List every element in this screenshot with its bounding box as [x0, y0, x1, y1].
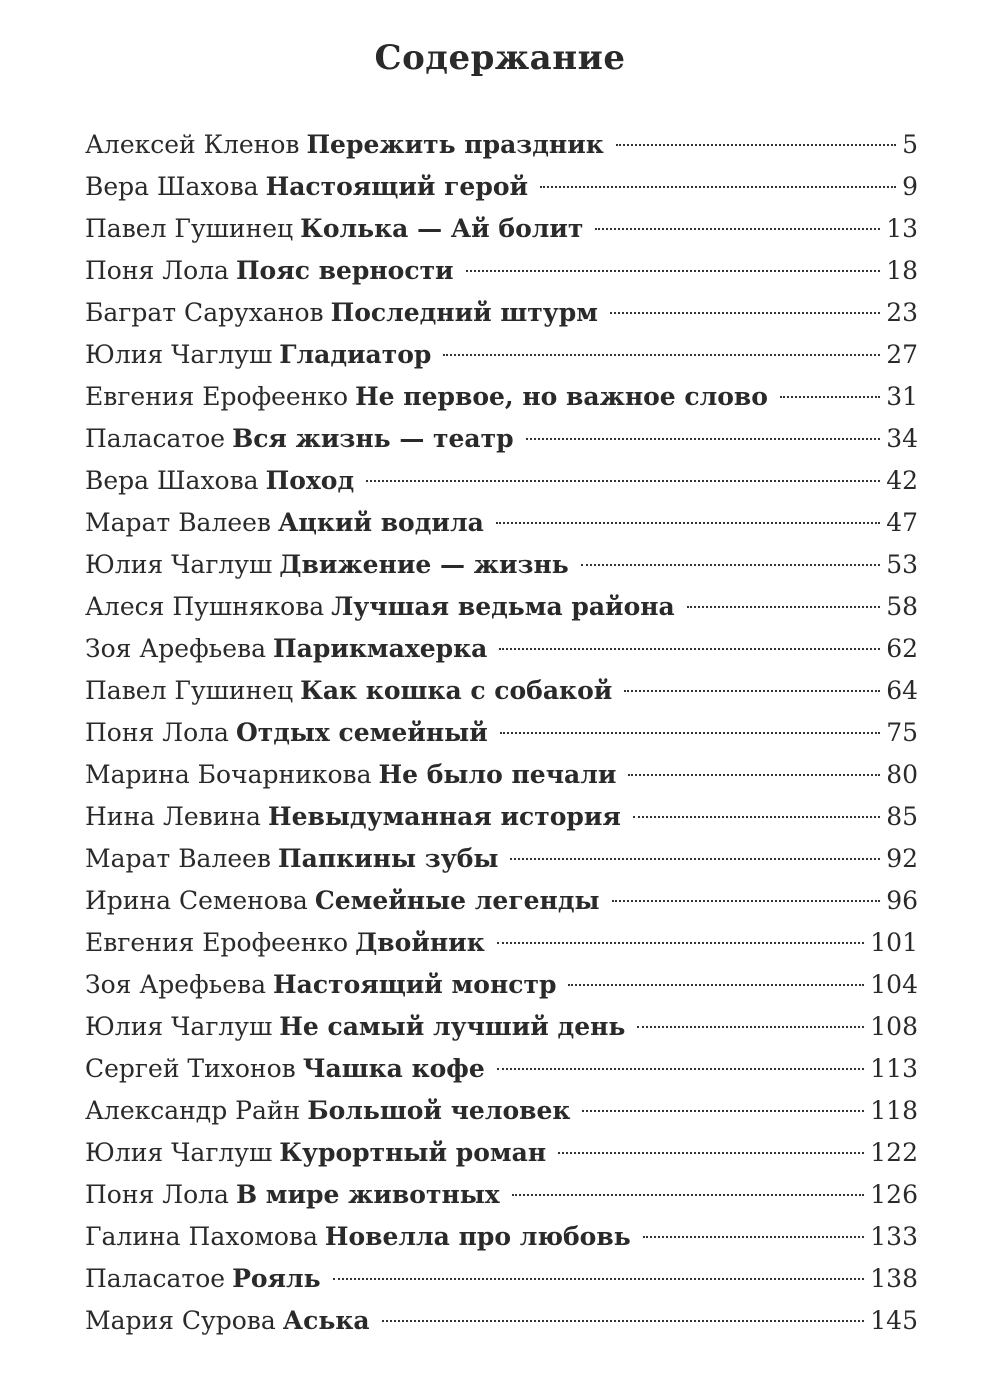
toc-entry-author: Юлия Чаглуш [85, 340, 273, 369]
toc-entry-author: Марат Валеев [85, 508, 272, 537]
dot-leader [443, 354, 880, 356]
toc-entry-title: Гладиатор [279, 340, 432, 369]
toc-entry-title: Пережить праздник [306, 130, 604, 159]
table-of-contents [85, 124, 918, 1342]
toc-entry-author: Сергей Тихонов [85, 1054, 296, 1083]
toc-entry[interactable] [85, 502, 918, 544]
toc-entry[interactable] [85, 292, 918, 334]
toc-entry-author: Алексей Кленов [85, 130, 300, 159]
toc-entry-author: Евгения Ерофеенко [85, 382, 349, 411]
toc-entry-title: Чашка кофе [302, 1054, 485, 1083]
toc-entry-author: Александр Райн [85, 1096, 301, 1125]
toc-entry[interactable] [85, 712, 918, 754]
toc-entry-title: Большой человек [307, 1096, 571, 1125]
toc-entry-title: Не было печали [378, 760, 617, 789]
dot-leader [595, 228, 880, 230]
toc-entry[interactable] [85, 1300, 918, 1342]
toc-entry-page-number: 34 [886, 424, 918, 453]
dot-leader [780, 396, 880, 398]
toc-entry-page-number: 96 [886, 886, 918, 915]
toc-entry-page-number: 31 [886, 382, 918, 411]
toc-entry-title: Ацкий водила [278, 508, 484, 537]
toc-entry-title: Не первое, но важное слово [355, 382, 768, 411]
toc-entry[interactable] [85, 166, 918, 208]
toc-entry[interactable] [85, 1132, 918, 1174]
toc-entry-title: Двойник [355, 928, 485, 957]
toc-entry-title: Колька — Ай болит [300, 214, 584, 243]
toc-entry-title: Семейные легенды [314, 886, 600, 915]
toc-entry-page-number: 75 [886, 718, 918, 747]
toc-entry[interactable] [85, 124, 918, 166]
toc-entry-page-number: 104 [870, 970, 918, 999]
toc-entry-title: Аська [282, 1306, 370, 1335]
toc-entry-author: Нина Левина [85, 802, 261, 831]
toc-entry[interactable] [85, 1216, 918, 1258]
toc-entry-author: Вера Шахова [85, 172, 259, 201]
toc-entry-author: Поня Лола [85, 718, 229, 747]
dot-leader [633, 816, 880, 818]
toc-entry-author: Галина Пахомова [85, 1222, 318, 1251]
dot-leader [366, 480, 880, 482]
toc-entry-title: Курортный роман [279, 1138, 547, 1167]
toc-entry[interactable] [85, 922, 918, 964]
toc-entry-page-number: 108 [870, 1012, 918, 1041]
toc-entry[interactable] [85, 1090, 918, 1132]
toc-entry-page-number: 138 [870, 1264, 918, 1293]
toc-entry-page-number: 23 [886, 298, 918, 327]
toc-entry[interactable] [85, 376, 918, 418]
toc-entry-author: Юлия Чаглуш [85, 1138, 273, 1167]
toc-entry-page-number: 42 [886, 466, 918, 495]
toc-entry-title: Невыдуманная история [267, 802, 621, 831]
toc-entry[interactable] [85, 628, 918, 670]
toc-entry-title: В мире животных [235, 1180, 500, 1209]
toc-entry-title: Новелла про любовь [324, 1222, 631, 1251]
dot-leader [612, 900, 881, 902]
dot-leader [333, 1278, 865, 1280]
toc-entry-author: Юлия Чаглуш [85, 1012, 273, 1041]
toc-entry-title: Парикмахерка [273, 634, 488, 663]
toc-entry-author: Марина Бочарникова [85, 760, 372, 789]
toc-entry-title: Пояс верности [235, 256, 454, 285]
toc-entry-page-number: 80 [886, 760, 918, 789]
toc-entry-author: Алеся Пушнякова [85, 592, 325, 621]
toc-entry-author: Поня Лола [85, 256, 229, 285]
toc-entry[interactable] [85, 964, 918, 1006]
dot-leader [687, 606, 880, 608]
dot-leader [628, 774, 880, 776]
page-title: Содержание [374, 38, 626, 78]
toc-entry-title: Рояль [232, 1264, 321, 1293]
toc-entry-page-number: 122 [870, 1138, 918, 1167]
toc-entry-title: Последний штурм [330, 298, 598, 327]
toc-entry-title: Движение — жизнь [279, 550, 569, 579]
toc-entry-page-number: 13 [886, 214, 918, 243]
toc-entry[interactable] [85, 754, 918, 796]
toc-entry-author: Поня Лола [85, 1180, 229, 1209]
toc-entry-page-number: 5 [902, 130, 918, 159]
dot-leader [616, 144, 896, 146]
dot-leader [558, 1152, 864, 1154]
toc-entry-author: Павел Гушинец [85, 676, 294, 705]
toc-entry-page-number: 64 [886, 676, 918, 705]
toc-entry[interactable] [85, 544, 918, 586]
toc-entry-page-number: 62 [886, 634, 918, 663]
dot-leader [466, 270, 881, 272]
toc-entry-author: Мария Сурова [85, 1306, 276, 1335]
toc-entry-page-number: 27 [886, 340, 918, 369]
toc-entry-page-number: 133 [870, 1222, 918, 1251]
dot-leader [382, 1320, 865, 1322]
toc-entry-title: Поход [265, 466, 355, 495]
toc-entry-page-number: 47 [886, 508, 918, 537]
toc-entry[interactable] [85, 796, 918, 838]
toc-entry-title: Папкины зубы [278, 844, 499, 873]
dot-leader [510, 858, 880, 860]
toc-entry-author: Ирина Семенова [85, 886, 308, 915]
toc-entry-title: Вся жизнь — театр [232, 424, 514, 453]
dot-leader [497, 1068, 865, 1070]
dot-leader [496, 522, 880, 524]
dot-leader [499, 648, 880, 650]
toc-entry[interactable] [85, 838, 918, 880]
toc-entry-page-number: 53 [886, 550, 918, 579]
toc-entry-title: Как кошка с собакой [300, 676, 613, 705]
toc-entry-author: Баграт Саруханов [85, 298, 324, 327]
toc-entry-page-number: 126 [870, 1180, 918, 1209]
toc-entry-author: Юлия Чаглуш [85, 550, 273, 579]
dot-leader [497, 942, 865, 944]
toc-entry[interactable] [85, 1258, 918, 1300]
toc-entry[interactable] [85, 418, 918, 460]
toc-entry-author: Зоя Арефьева [85, 634, 267, 663]
toc-entry-author: Зоя Арефьева [85, 970, 267, 999]
dot-leader [540, 186, 896, 188]
dot-leader [526, 438, 881, 440]
dot-leader [568, 984, 864, 986]
toc-entry-author: Марат Валеев [85, 844, 272, 873]
toc-entry[interactable] [85, 1174, 918, 1216]
dot-leader [500, 732, 880, 734]
toc-entry-author: Паласатое [85, 1264, 226, 1293]
toc-entry-page-number: 145 [870, 1306, 918, 1335]
toc-entry[interactable] [85, 460, 918, 502]
toc-entry-page-number: 9 [902, 172, 918, 201]
toc-entry-page-number: 101 [870, 928, 918, 957]
toc-entry[interactable] [85, 586, 918, 628]
toc-entry-title: Настоящий монстр [273, 970, 557, 999]
dot-leader [581, 564, 880, 566]
toc-entry-author: Паласатое [85, 424, 226, 453]
dot-leader [582, 1110, 864, 1112]
toc-entry-title: Настоящий герой [265, 172, 529, 201]
toc-entry[interactable] [85, 208, 918, 250]
toc-entry-author: Вера Шахова [85, 466, 259, 495]
toc-entry-author: Евгения Ерофеенко [85, 928, 349, 957]
dot-leader [610, 312, 880, 314]
toc-entry-title: Отдых семейный [235, 718, 488, 747]
toc-entry[interactable] [85, 880, 918, 922]
toc-entry-page-number: 18 [886, 256, 918, 285]
toc-entry[interactable] [85, 670, 918, 712]
dot-leader [512, 1194, 865, 1196]
toc-entry-title: Не самый лучший день [279, 1012, 626, 1041]
toc-entry[interactable] [85, 250, 918, 292]
toc-entry-page-number: 92 [886, 844, 918, 873]
dot-leader [643, 1236, 865, 1238]
toc-entry-page-number: 118 [870, 1096, 918, 1125]
toc-entry-page-number: 85 [886, 802, 918, 831]
toc-entry-page-number: 113 [870, 1054, 918, 1083]
toc-entry-page-number: 58 [886, 592, 918, 621]
toc-entry-title: Лучшая ведьма района [331, 592, 675, 621]
toc-entry-author: Павел Гушинец [85, 214, 294, 243]
toc-entry[interactable] [85, 1006, 918, 1048]
dot-leader [637, 1026, 864, 1028]
dot-leader [624, 690, 880, 692]
toc-entry[interactable] [85, 1048, 918, 1090]
toc-entry[interactable] [85, 334, 918, 376]
